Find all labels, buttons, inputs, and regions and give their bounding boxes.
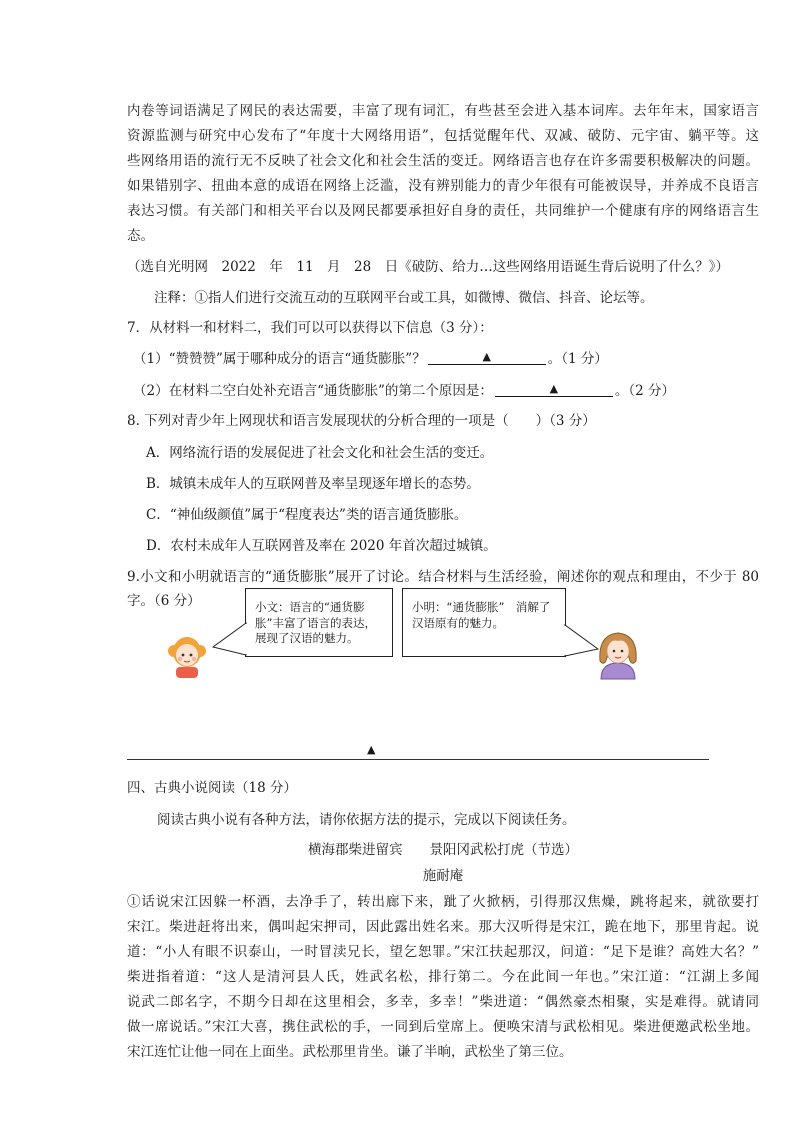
passage-line-2: 宋江。柴进赶将出来，偶叫起宋押司，因此露出姓名来。那大汉听得是宋江，跪在地下，那里肯起。说: [127, 919, 759, 935]
passage-line-3: 道：“小人有眼不识泰山，一时冒渎兄长，望乞恕罪。”宋江扶起那汉，问道：“足下是谁？高姓大名？”: [127, 944, 759, 960]
girl-avatar-right-icon: [595, 627, 641, 683]
passage-line-5: 说武二郎名字，不期今日却在这里相会，多幸，多幸！”柴进道：“偶然豪杰相聚，实是难得。就请同: [127, 994, 759, 1010]
material-line-5: 表达习惯。有关部门和相关平台以及网民都要承担好自身的责任，共同维护一个健康有序的网络语言生: [127, 203, 759, 219]
q7-sub2-prefix: （2）在材料二空白处补充语言“通货膨胀”的第二个原因是：: [133, 383, 493, 399]
passage-author: 施耐庵: [422, 868, 464, 884]
bubble-right-line1: 小明：“通货膨胀” 消解了: [412, 600, 551, 614]
q9-stem-line2: 字。（6 分）: [127, 593, 201, 609]
source-citation: （选自光明网 2022 年 11 月 28 日《破防、给力…这些网络用语诞生背后说明了什么？》）: [127, 259, 729, 275]
speech-bubble-right-tail: [563, 624, 599, 662]
bubble-left-line3: 展现了汉语的魅力。: [255, 631, 359, 645]
passage-author-row: [127, 866, 759, 886]
q8-option-c[interactable]: C．“神仙级颜值”属于“程度表达”类的语言通货膨胀。: [146, 507, 468, 523]
speech-bubble-left-tail: [212, 622, 248, 662]
material-line-3: 些网络用语的流行无不反映了社会文化和社会生活的变迁。网络语言也存在许多需要积极解决的问题。: [127, 153, 759, 169]
q7-sub1-suffix: 。（1 分）: [547, 351, 608, 367]
q7-sub1: [133, 349, 608, 369]
passage-line-7: 宋江连忙让他一同在上面坐。武松那里肯坐。谦了半晌，武松坐了第三位。: [127, 1044, 573, 1060]
section4-intro: 阅读古典小说有各种方法，请你依据方法的提示，完成以下阅读任务。: [157, 812, 576, 828]
bubble-right-line2: 汉语原有的魅力。: [412, 615, 504, 630]
bubble-left-line2: 胀”丰富了语言的表达，: [255, 615, 376, 630]
speech-bubble-left: [245, 588, 393, 657]
girl-avatar-left-icon: [166, 631, 208, 679]
answer-marker-icon: ▲: [367, 743, 376, 756]
answer-marker-icon: ▲: [549, 382, 559, 395]
passage-line-1: ①话说宋江因躲一杯酒，去净手了，转出廊下来，跐了火掀柄，引得那汉焦燥，跳将起来，就欲要打: [127, 894, 759, 910]
passage-title-row: [127, 840, 759, 860]
q7-sub2-answer-blank[interactable]: [495, 381, 613, 397]
q8-option-d[interactable]: D．农村未成年人互联网普及率在 2020 年首次超过城镇。: [146, 538, 497, 554]
q8-stem: 8. 下列对青少年上网现状和语言发展现状的分析合理的一项是（ ）（3 分）: [127, 413, 596, 429]
q7-stem: 7．从材料一和材料二，我们可以可以获得以下信息（3 分）：: [127, 320, 493, 336]
material-line-1: 内卷等词语满足了网民的表达需要，丰富了现有词汇，有些甚至会进入基本词库。去年年末，国家语言: [127, 103, 759, 119]
bubble-left-line1: 小文：语言的“通货膨: [255, 600, 365, 614]
footnote: 注释：①指人们进行交流互动的互联网平台或工具，如微博、微信、抖音、论坛等。: [154, 290, 654, 306]
answer-marker-icon: ▲: [482, 350, 491, 363]
q8-option-b[interactable]: B．城镇未成年人的互联网普及率呈现逐年增长的态势。: [146, 476, 480, 492]
material-line-2: 资源监测与研究中心发布了“年度十大网络用语”，包括觉醒年代、双减、破防、元宇宙、躺平等。这: [127, 128, 759, 144]
section4-heading: 四、古典小说阅读（18 分）: [127, 780, 297, 796]
passage-line-4: 柴进指着道：“这人是清河县人氏，姓武名松，排行第二。今在此间一年也。”宋江道：“江湖上多闻: [127, 969, 759, 985]
q9-answer-line[interactable]: [127, 759, 709, 760]
q7-sub1-answer-blank[interactable]: [428, 349, 546, 365]
passage-line-6: 做一席说话。”宋江大喜，携住武松的手，一同到后堂席上。便唤宋清与武松相见。柴进便邀武松坐地。: [127, 1019, 759, 1035]
material-line-6: 态。: [127, 228, 154, 244]
q9-stem-line1: 9.小文和小明就语言的“通货膨胀”展开了讨论。结合材料与生活经验，阐述你的观点和理由，不少于 80: [127, 569, 759, 585]
speech-bubble-right: [402, 588, 566, 657]
q8-option-a[interactable]: A．网络流行语的发展促进了社会文化和社会生活的变迁。: [146, 445, 494, 461]
q7-sub2-suffix: 。（2 分）: [614, 383, 676, 399]
q7-sub1-prefix: （1）“赞赞赞”属于哪种成分的语言“通货膨胀”？: [133, 351, 426, 367]
material-line-4: 如果错别字、扭曲本意的成语在网络上泛滥，没有辨别能力的青少年很有可能被误导，并养成不良语言: [127, 178, 759, 194]
q7-sub2: [133, 381, 675, 401]
passage-title: 横海郡柴进留宾 景阳冈武松打虎（节选）: [308, 842, 578, 858]
